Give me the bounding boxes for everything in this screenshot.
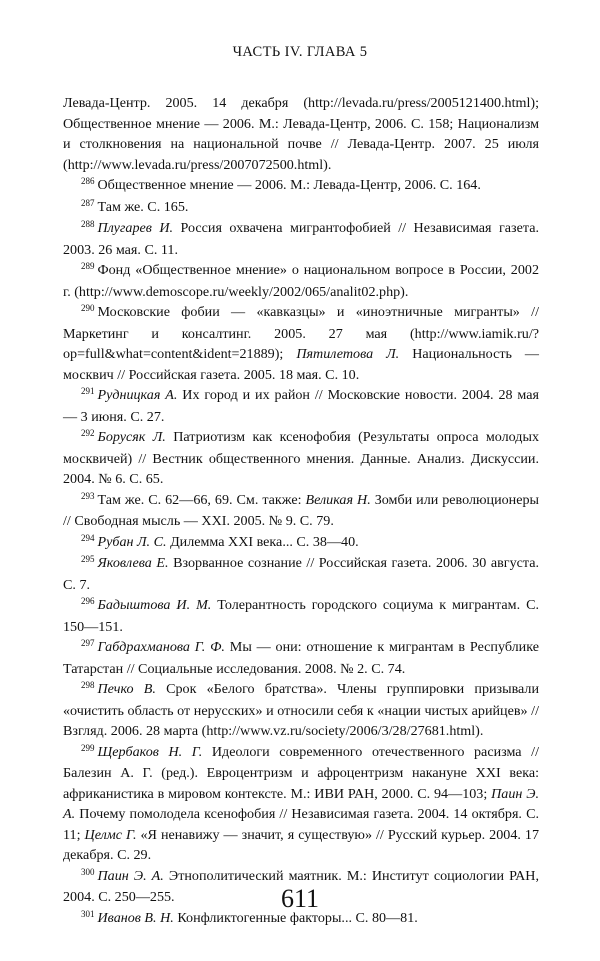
footnote-author: Рудницкая А. [97,387,178,403]
footnote-text: Идеологи современного отечественного расизма // Балезин А. Г. (ред.). Евроцентризм и афроцентризм накануне XXI века: африканистика в мировом контексте. М.: ИВИ РАН, 2000. С. 94—103; [63,743,539,802]
footnote-text: Этнополитический маятник. М.: Институт социологии РАН, 2004. С. 250—255. [63,867,539,905]
footnote-number: 297 [81,638,95,648]
footnotes-block [63,93,539,929]
footnote-author: Пятилетова Л. [296,346,400,362]
footnote-number: 288 [81,219,95,229]
footnote [63,595,539,637]
footnote [63,93,539,175]
running-header: ЧАСТЬ IV. ГЛАВА 5 [232,44,368,60]
footnote-author: Печко В. [97,681,156,697]
footnote-text: Национальность — москвич // Российская газета. 2005. 18 мая. С. 10. [63,346,539,383]
footnote-text: Дилемма XXI века... С. 38—40. [170,533,359,550]
footnote-author: Иванов В. Н. [97,909,174,926]
footnote-author: Великая Н. [305,491,371,508]
footnote-number: 300 [81,866,95,877]
footnote [63,679,539,742]
footnote-text: Россия охвачена мигрантофобией // Независимая газета. 2003. 26 мая. С. 11. [63,220,539,258]
footnote [63,427,539,490]
footnote-author: Рубан Л. С. [97,533,167,550]
footnote-text: Московские фобии — «кавказцы» и «иноэтничные мигранты» // Маркетинг и консалтинг. 2005. 27 мая (http://www.iamik.ru/?op=full&what=content&ident=21889); [63,304,539,362]
footnote-number: 287 [81,197,95,208]
footnote-text: Фонд «Общественное мнение» о национальном вопросе в России, 2002 г. (http://www.demoscope.ru/weekly/2002/065/analit02.php). [63,262,539,300]
footnote-number: 292 [81,428,95,438]
page-number: 611 [280,884,320,913]
footnote-number: 286 [81,176,95,186]
footnote-text: Почему помолодела ксенофобия // Независимая газета. 2004. 14 октября. С. 11; [63,806,539,843]
footnote [63,532,539,554]
footnote [63,742,539,866]
footnote-text: Левада-Центр. 2005. 14 декабря (http://levada.ru/press/2005121400.html); Общественное мнение — 2006. М.: Левада-Центр, 2006. С. 158; Национализм и столкновения на национальной почве // Левада-Центр. 2007. 25 июля (http://www.levada.ru/press/2007072500.html). [63,95,539,173]
footnote-text: Взорванное сознание // Российская газета. 2006. 30 августа. С. 7. [63,555,539,593]
footnote [63,260,539,302]
footnote [63,637,539,679]
footnote-text: Конфликтогенные факторы... С. 80—81. [177,909,418,926]
footnote-author: Борусяк Л. [97,429,166,445]
footnote-author: Габдрахманова Г. Ф. [97,639,225,655]
footnote-number: 293 [81,490,95,501]
footnote-number: 296 [81,596,95,606]
footnote-author: Яковлева Е. [97,555,169,571]
footnote [63,490,539,532]
footnote-text: Там же. С. 165. [97,198,189,215]
footnote-author: Плугарев И. [97,220,174,236]
footnote-number: 301 [81,908,95,919]
footnote [63,302,539,385]
footnote [63,385,539,427]
footnote [63,553,539,595]
footnote-text: Срок «Белого братства». Члены группировки призывали «очистить область от нерусских» и относили себя к «нации чистых арийцев» // Взгляд. 2006. 28 марта (http://www.vz.ru/society/2006/3/28/27681.html). [63,681,539,739]
footnote [63,175,539,197]
footnote-author: Паин Э. А. [97,867,164,884]
footnote-number: 289 [81,261,95,271]
footnote-text: Зомби или революционеры // Свободная мысль — XXI. 2005. № 9. С. 79. [63,491,539,529]
footnote-number: 294 [81,532,95,543]
footnote-number: 291 [81,386,95,396]
footnote-text: Общественное мнение — 2006. М.: Левада-Центр, 2006. С. 164. [97,177,481,193]
footnote-author: Целмс Г. [84,826,137,843]
footnote-author: Бадыштова И. М. [97,597,212,613]
footnote-author: Паин Э. А. [63,785,539,822]
footnote-text: Мы — они: отношение к мигрантам в Республике Татарстан // Социальные исследования. 2008. № 2. С. 74. [63,639,539,677]
footnote-number: 298 [81,680,95,690]
footnote [63,218,539,260]
footnote-text: Патриотизм как ксенофобия (Результаты опроса молодых москвичей) // Вестник общественного мнения. Данные. Анализ. Дискуссии. 2004. № 6. С. 65. [63,429,539,487]
footnote [63,197,539,219]
footnote-number: 299 [81,742,95,753]
footnote-text: Там же. С. 62—66, 69. См. также: [97,491,302,508]
footnote-text: Их город и их район // Московские новости. 2004. 28 мая — 3 июня. С. 27. [63,387,539,425]
footnote-number: 295 [81,554,95,564]
footnote-author: Щербаков Н. Г. [97,743,203,760]
footnote-text: «Я ненавижу — значит, я существую» // Русский курьер. 2004. 17 декабря. С. 29. [63,826,539,863]
footnote-text: Толерантность городского социума к мигрантам. С. 150—151. [63,597,539,635]
footnote-number: 290 [81,303,95,313]
